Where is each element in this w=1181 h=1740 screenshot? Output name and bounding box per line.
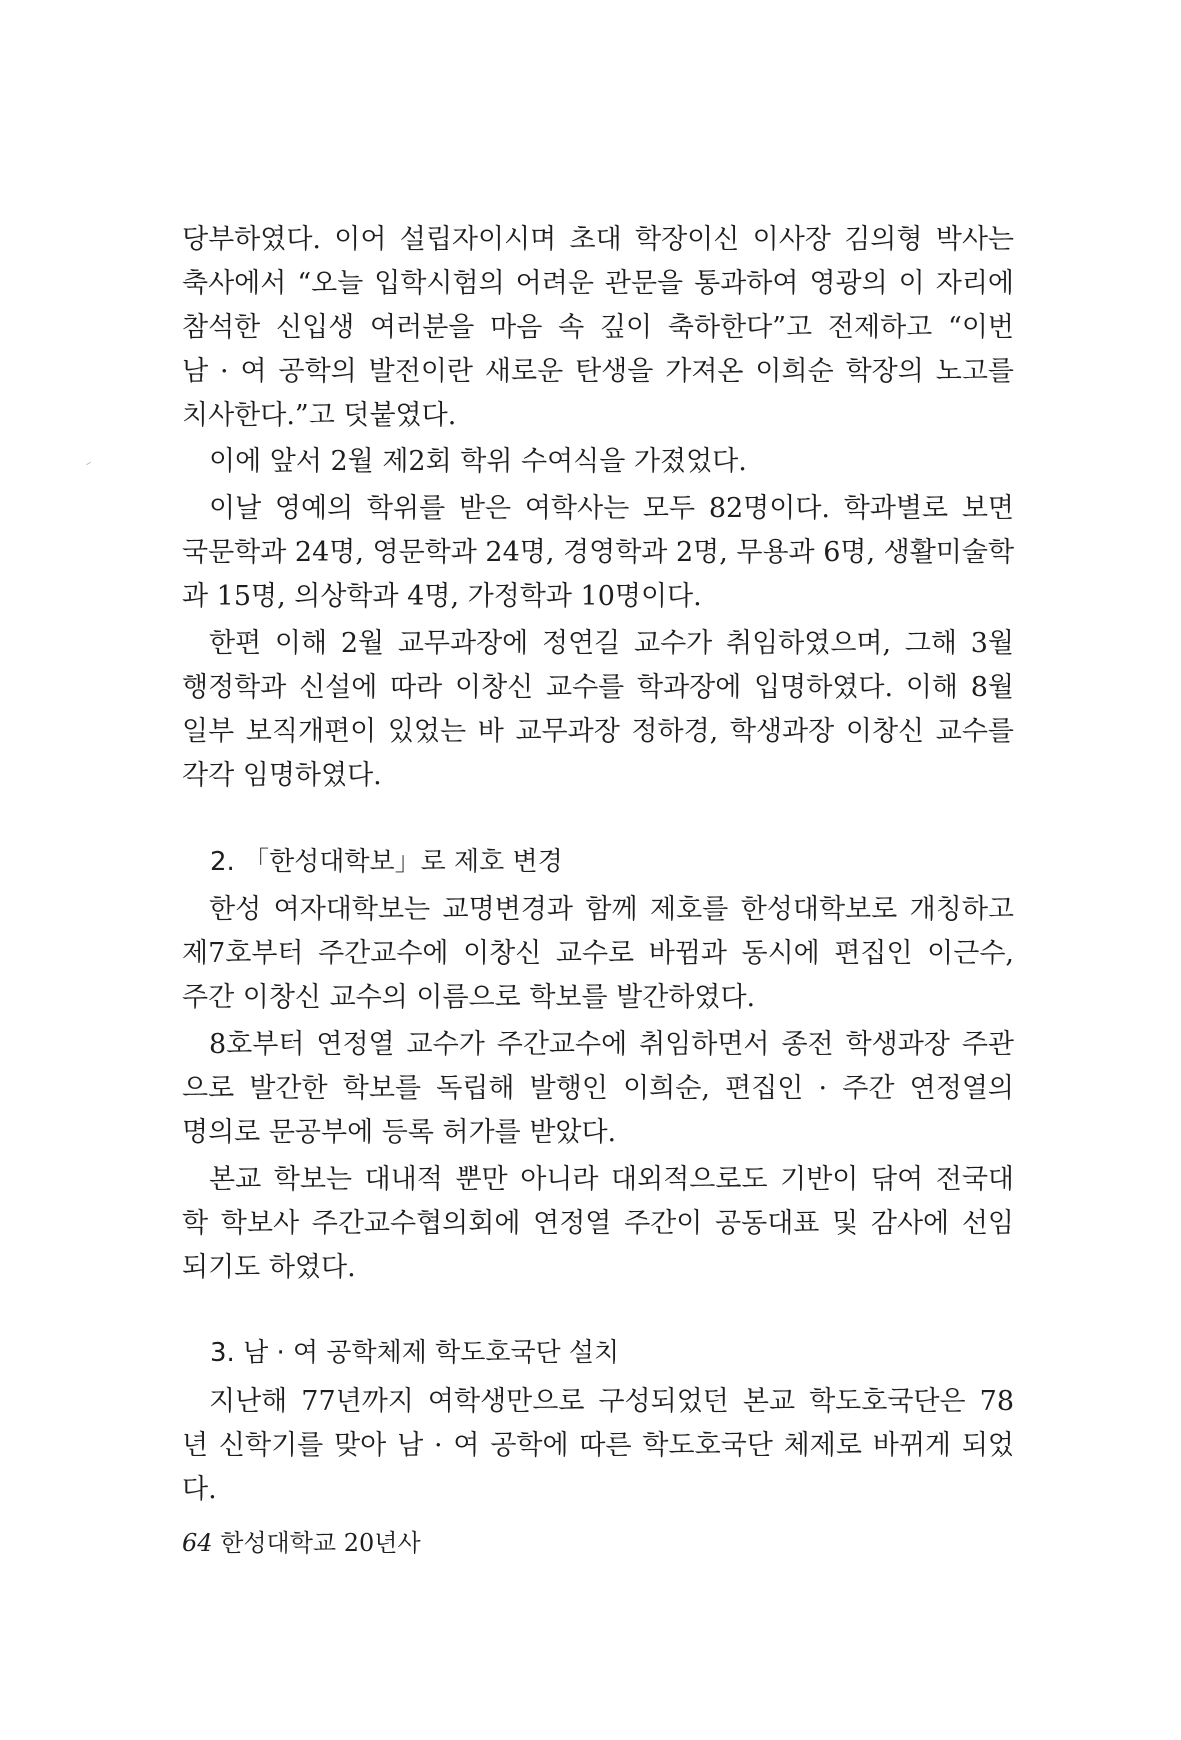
paragraph-line: 학 학보사 주간교수협의회에 연정열 주간이 공동대표 및 감사에 선임 — [182, 1208, 1014, 1239]
paragraph-line: 축사에서 “오늘 입학시험의 어려운 관문을 통과하여 영광의 이 자리에 — [182, 268, 1014, 299]
section-heading: 3. 남 · 여 공학체제 학도호국단 설치 — [210, 1338, 620, 1368]
paragraph-line: 이날 영예의 학위를 받은 여학사는 모두 82명이다. 학과별로 보면 — [209, 493, 1014, 524]
paragraph-line: 이에 앞서 2월 제2회 학위 수여식을 가졌었다. — [209, 446, 747, 477]
paragraph-line: 으로 발간한 학보를 독립해 발행인 이희순, 편집인 · 주간 연정열의 — [182, 1073, 1014, 1104]
paragraph-line: 일부 보직개편이 있었는 바 교무과장 정하경, 학생과장 이창신 교수를 — [182, 716, 1014, 747]
paragraph-line: 국문학과 24명, 영문학과 24명, 경영학과 2명, 무용과 6명, 생활미술학 — [182, 537, 1015, 568]
paragraph-line: 남 · 여 공학의 발전이란 새로운 탄생을 가져온 이희순 학장의 노고를 — [182, 356, 1014, 387]
scan-speck — [86, 462, 91, 465]
paragraph-line: 되기도 하였다. — [182, 1252, 356, 1283]
paragraph-line: 주간 이창신 교수의 이름으로 학보를 발간하였다. — [182, 982, 756, 1013]
paragraph-line: 치사한다.”고 덧붙였다. — [182, 400, 457, 431]
paragraph-line: 본교 학보는 대내적 뿐만 아니라 대외적으로도 기반이 닦여 전국대 — [209, 1164, 1014, 1195]
paragraph-line: 다. — [182, 1474, 217, 1505]
paragraph-line: 제7호부터 주간교수에 이창신 교수로 바뀜과 동시에 편집인 이근수, — [182, 938, 1014, 969]
paragraph-line: 한성 여자대학보는 교명변경과 함께 제호를 한성대학보로 개칭하고 — [209, 894, 1014, 925]
paragraph-line: 년 신학기를 맞아 남 · 여 공학에 따른 학도호국단 체제로 바뀌게 되었 — [182, 1430, 1014, 1461]
paragraph-line: 지난해 77년까지 여학생만으로 구성되었던 본교 학도호국단은 78 — [209, 1386, 1014, 1417]
page-number: 64 — [182, 1529, 213, 1557]
paragraph-line: 8호부터 연정열 교수가 주간교수에 취임하면서 종전 학생과장 주관 — [209, 1029, 1014, 1060]
section-heading: 2. 「한성대학보」로 제호 변경 — [210, 847, 563, 877]
paragraph-line: 각각 임명하였다. — [182, 760, 382, 791]
paragraph-line: 당부하였다. 이어 설립자이시며 초대 학장이신 이사장 김의형 박사는 — [182, 224, 1014, 255]
paragraph-line: 행정학과 신설에 따라 이창신 교수를 학과장에 입명하였다. 이해 8월 — [182, 672, 1014, 703]
book-title: 한성대학교 20년사 — [220, 1529, 421, 1557]
page-footer — [182, 1523, 421, 1563]
paragraph-line: 한편 이해 2월 교무과장에 정연길 교수가 취임하였으며, 그해 3월 — [209, 628, 1014, 659]
paragraph-line: 참석한 신입생 여러분을 마음 속 깊이 축하한다”고 전제하고 “이번 — [182, 312, 1014, 343]
paragraph-line: 과 15명, 의상학과 4명, 가정학과 10명이다. — [182, 581, 702, 612]
paragraph-line: 명의로 문공부에 등록 허가를 받았다. — [182, 1117, 617, 1148]
